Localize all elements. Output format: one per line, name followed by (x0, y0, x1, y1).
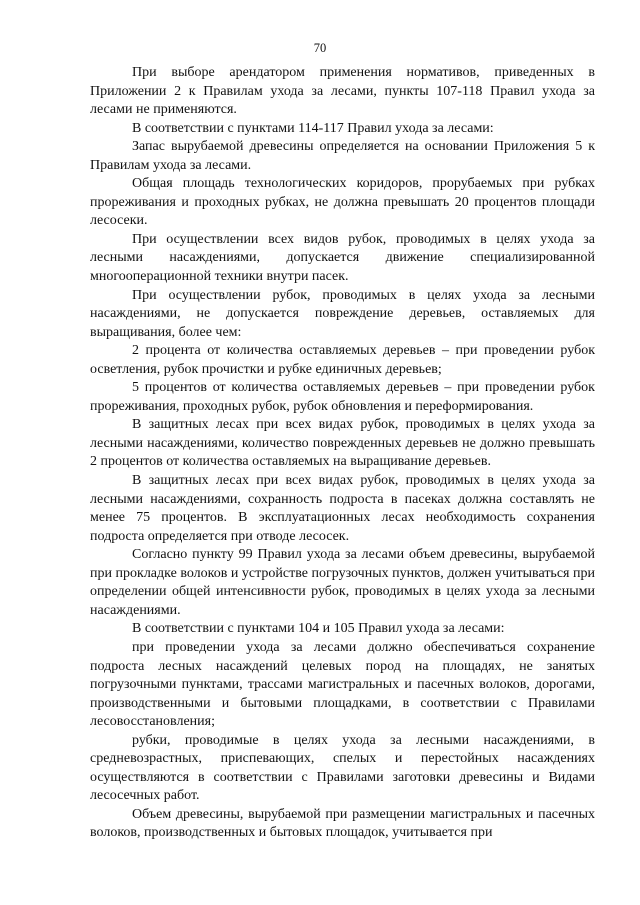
paragraph: В защитных лесах при всех видах рубок, проводимых в целях ухода за лесными насаждениями, сохранность подроста в пасеках должна составлять не менее 75 процентов. В эксплуатационных лесах необходимость сохранения подроста определяется при отводе лесосек. (90, 473, 595, 544)
paragraph: Объем древесины, вырубаемой при размещении магистральных и пасечных волоков, производственных и бытовых площадок, учитывается при (90, 806, 595, 841)
body-text (90, 64, 595, 843)
page-number: 70 (313, 41, 327, 55)
paragraph: При выборе арендатором применения нормативов, приведенных в Приложении 2 к Правилам ухода за лесами, пункты 107-118 Правил ухода за лесами не применяются. (90, 65, 595, 118)
paragraph: 5 процентов от количества оставляемых деревьев – при проведении рубок прореживания, проходных рубок, рубок обновления и переформирования. (90, 380, 595, 414)
paragraph: При осуществлении рубок, проводимых в целях ухода за лесными насаждениями, не допускается повреждение деревьев, оставляемых для выращивания, более чем: (90, 287, 595, 340)
paragraph: Общая площадь технологических коридоров, прорубаемых при рубках прореживания и проходных рубках, не должна превышать 20 процентов площади лесосеки. (90, 176, 595, 229)
paragraph: Запас вырубаемой древесины определяется на основании Приложения 5 к Правилам ухода за лесами. (90, 139, 595, 173)
paragraph: Согласно пункту 99 Правил ухода за лесами объем древесины, вырубаемой при прокладке волоков и устройстве погрузочных пунктов, должен учитываться при определении общей интенсивности рубок, проводимых в целях ухода за лесными насаждениями. (90, 547, 595, 618)
paragraph: В соответствии с пунктами 104 и 105 Правил ухода за лесами: (132, 621, 505, 637)
paragraph: При осуществлении всех видов рубок, проводимых в целях ухода за лесными насаждениями, допускается движение специализированной многооперационной техники внутри пасек. (90, 231, 595, 285)
paragraph: 2 процента от количества оставляемых деревьев – при проведении рубок осветления, рубок прочистки и рубке единичных деревьев; (90, 343, 595, 377)
paragraph: В соответствии с пунктами 114-117 Правил ухода за лесами: (132, 120, 494, 136)
paragraph: В защитных лесах при всех видах рубок, проводимых в целях ухода за лесными насаждениями, количество поврежденных деревьев не должно превышать 2 процентов от количества оставляемых на выращивание деревьев. (90, 417, 595, 470)
paragraph: при проведении ухода за лесами должно обеспечиваться сохранение подроста лесных насаждений целевых пород на площадях, не занятых погрузочными пунктами, трассами магистральных и пасечных волоков, дорогами, производственными и бытовыми площадками, в соответствии с Правилами лесовосстановления; (90, 639, 595, 730)
paragraph: рубки, проводимые в целях ухода за лесными насаждениями, в средневозрастных, приспевающих, спелых и перестойных насаждениях осуществляются в соответствии с Правилами заготовки древесины и Видами лесосечных работ. (90, 732, 595, 804)
